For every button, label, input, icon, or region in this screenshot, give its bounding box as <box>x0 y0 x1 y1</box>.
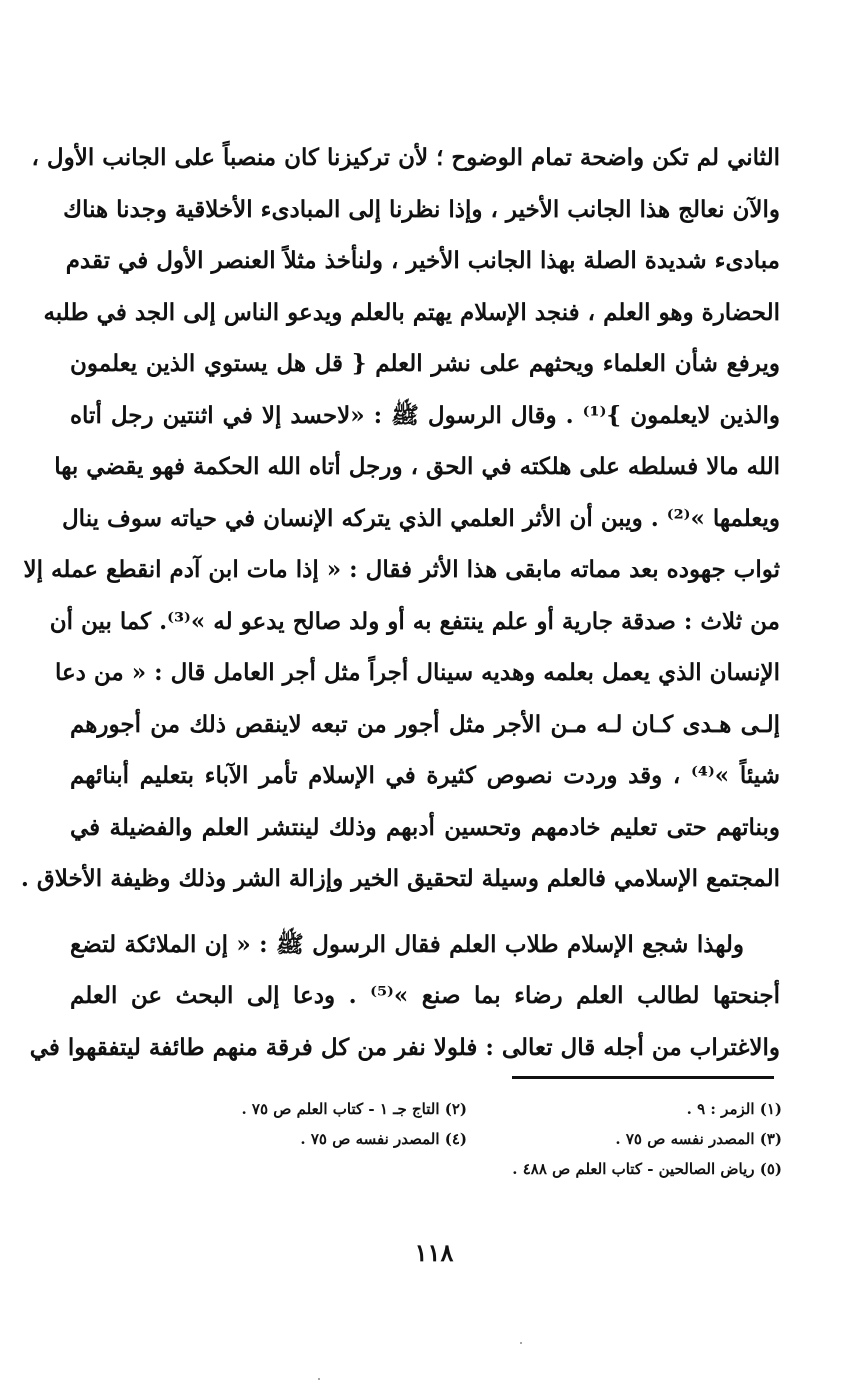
text-line: ويرفع شأن العلماء ويحثهم على نشر العلم { قل هل يستوي الذين يعلمون <box>70 350 780 377</box>
footnote-1: (١) الزمر : ٩ . <box>686 1100 782 1118</box>
text-line: الثاني لم تكن واضحة تمام الوضوح ؛ لأن تركيزنا كان منصباً على الجانب الأول ، <box>31 144 780 171</box>
text-line: أجنحتها لطالب العلم رضاء بما صنع »⁽⁵⁾ . ودعا إلى البحث عن العلم <box>70 982 780 1009</box>
text-line: والآن نعالج هذا الجانب الأخير ، وإذا نظرنا إلى المبادىء الأخلاقية وجدنا هناك <box>63 195 780 223</box>
text-line: الإنسان الذي يعمل بعلمه وهديه سينال أجراً مثل أجر العامل قال : « من دعا <box>54 659 780 686</box>
text-line: إلـى هـدى كـان لـه مـن الأجر مثل أجور من تبعه لاينقص ذلك من أجورهم <box>70 710 780 738</box>
footnotes <box>120 1094 782 1184</box>
page-number: ١١٨ <box>414 1238 454 1267</box>
text-line: من ثلاث : صدقة جارية أو علم ينتفع به أو ولد صالح يدعو له »⁽³⁾. كما بين أن <box>49 607 780 635</box>
footnote-row <box>120 1124 782 1154</box>
footnote-4: (٤) المصدر نفسه ص ٧٥ . <box>300 1130 467 1148</box>
text-line: ثواب جهوده بعد مماته مابقى هذا الأثر فقال : « إذا مات ابن آدم انقطع عمله إلا <box>23 556 780 583</box>
text-line: ويعلمها »⁽²⁾ . ويبن أن الأثر العلمي الذي يتركه الإنسان في حياته سوف ينال <box>61 504 780 532</box>
footnote-row <box>120 1154 782 1184</box>
text-line: المجتمع الإسلامي فالعلم وسيلة لتحقيق الخير وإزالة الشر وذلك وظيفة الأخلاق . <box>20 865 780 892</box>
text-line: وبناتهم حتى تعليم خادمهم وتحسين أدبهم وذلك لينتشر العلم والفضيلة في <box>70 813 780 841</box>
text-line: ولهذا شجع الإسلام طلاب العلم فقال الرسول ﷺ : « إن الملائكة لتضع <box>70 930 744 958</box>
footnote-3: (٣) المصدر نفسه ص ٧٥ . <box>615 1130 782 1148</box>
text-line: شيئاً »⁽⁴⁾ ، وقد وردت نصوص كثيرة في الإسلام تأمر الآباء بتعليم أبنائهم <box>70 762 780 789</box>
text-line: والاغتراب من أجله قال تعالى : فلولا نفر من كل فرقة منهم طائفة ليتفقهوا في <box>29 1033 780 1061</box>
text-line: الله مالا فسلطه على هلكته في الحق ، ورجل أتاه الله الحكمة فهو يقضي بها <box>54 453 780 480</box>
text-line: الحضارة وهو العلم ، فنجد الإسلام يهتم بالعلم ويدعو الناس إلى الجد في طلبه <box>43 298 780 326</box>
scan-speck <box>520 1342 522 1344</box>
text-line: والذين لايعلمون }⁽¹⁾ . وقال الرسول ﷺ : «لاحسد إلا في اثنتين رجل أتاه <box>70 401 780 429</box>
footnote-row <box>120 1094 782 1124</box>
main-text <box>20 132 780 1073</box>
text-line: مبادىء شديدة الصلة بهذا الجانب الأخير ، ولنأخذ مثلاً العنصر الأول في تقدم <box>65 247 780 274</box>
paragraph-1 <box>20 132 780 905</box>
footnote-divider <box>512 1076 774 1079</box>
paragraph-2 <box>29 919 780 1074</box>
footnote-2: (٢) التاج جـ ١ - كتاب العلم ص ٧٥ . <box>241 1100 467 1118</box>
scan-speck <box>318 1378 320 1380</box>
footnote-5: (٥) رياض الصالحين - كتاب العلم ص ٤٨٨ . <box>512 1160 782 1178</box>
